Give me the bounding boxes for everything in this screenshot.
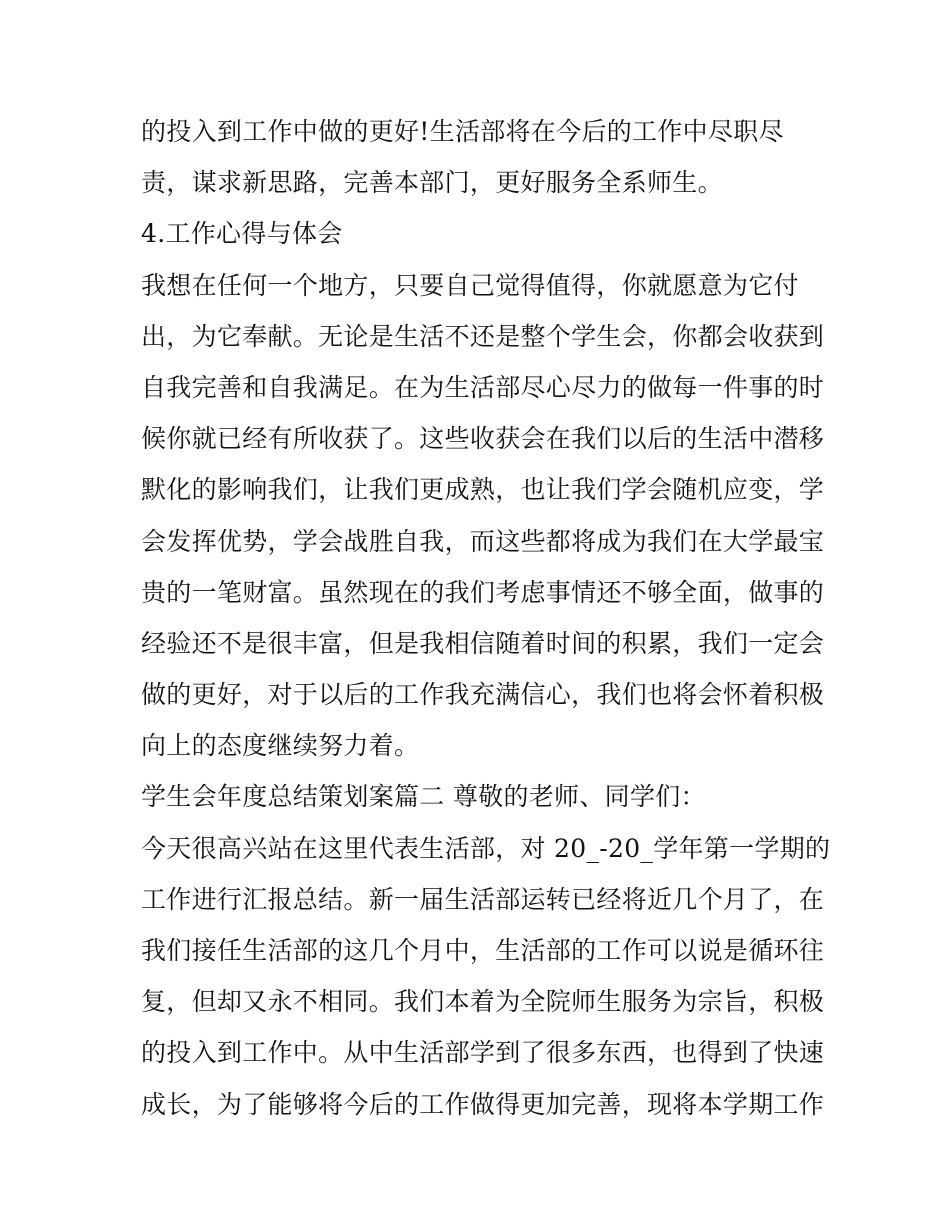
text-line: 默化的影响我们，让我们更成熟，也让我们学会随机应变，学 bbox=[141, 475, 825, 505]
text-line: 责，谋求新思路，完善本部门，更好服务全系师生。 bbox=[141, 168, 723, 198]
document-body bbox=[141, 106, 831, 1130]
text-line: 会发挥优势，学会战胜自我，而这些都将成为我们在大学最宝 bbox=[141, 526, 825, 556]
section-heading: 学生会年度总结策划案篇二 尊敬的老师、同学们： bbox=[141, 782, 706, 812]
text-line: 复，但却又永不相同。我们本着为全院师生服务为宗旨，积极 bbox=[141, 987, 825, 1017]
text-line: 成长，为了能够将今后的工作做得更加完善，现将本学期工作 bbox=[141, 1089, 825, 1119]
text-line: 自我完善和自我满足。在为生活部尽心尽力的做每一件事的时 bbox=[141, 372, 825, 402]
text-line: 做的更好，对于以后的工作我充满信心，我们也将会怀着积极 bbox=[141, 680, 825, 710]
text-line: 的投入到工作中做的更好!生活部将在今后的工作中尽职尽 bbox=[141, 117, 784, 146]
text-line: 今天很高兴站在这里代表生活部，对 20_-20_学年第一学期的 bbox=[141, 833, 831, 863]
text-line: 出，为它奉献。无论是生活不还是整个学生会，你都会收获到 bbox=[141, 321, 825, 351]
text-line: 候你就已经有所收获了。这些收获会在我们以后的生活中潜移 bbox=[141, 424, 825, 454]
text-line: 向上的态度继续努力着。 bbox=[141, 731, 420, 761]
text-line: 我们接任生活部的这几个月中，生活部的工作可以说是循环往 bbox=[141, 936, 825, 965]
text-line: 贵的一笔财富。虽然现在的我们考虑事情还不够全面，做事的 bbox=[141, 577, 825, 607]
text-line: 的投入到工作中。从中生活部学到了很多东西，也得到了快速 bbox=[141, 1038, 825, 1068]
text-line: 我想在任何一个地方，只要自己觉得值得，你就愿意为它付 bbox=[141, 270, 799, 300]
text-line: 工作进行汇报总结。新一届生活部运转已经将近几个月了，在 bbox=[141, 884, 825, 914]
text-line: 经验还不是很丰富，但是我相信随着时间的积累，我们一定会 bbox=[141, 628, 825, 658]
section-heading: 4.工作心得与体会 bbox=[141, 219, 343, 249]
